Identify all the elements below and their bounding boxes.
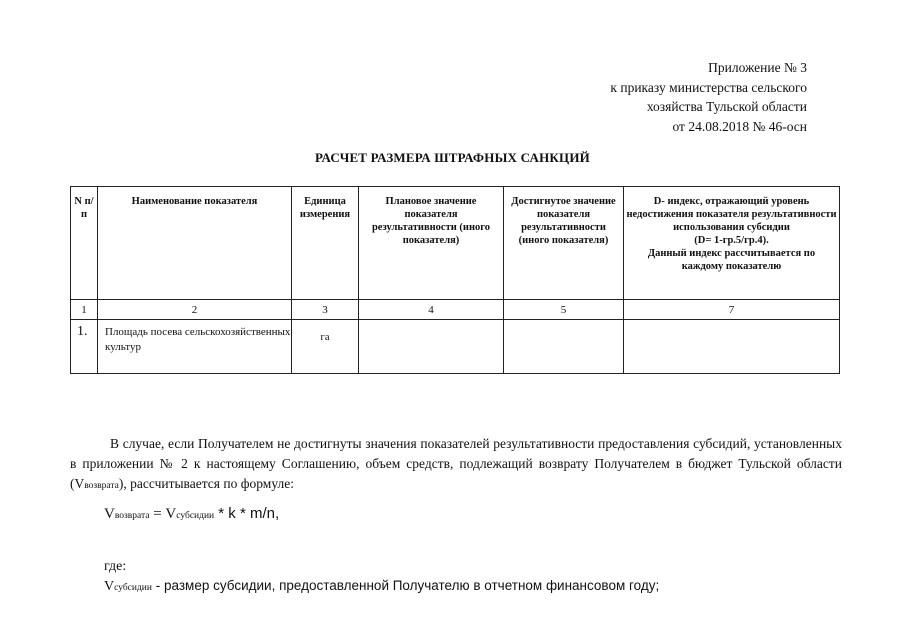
formula-v-refund: V	[104, 506, 115, 522]
document-title: РАСЧЕТ РАЗМЕРА ШТРАФНЫХ САНКЦИЙ	[315, 150, 590, 165]
formula-subscript-subsidy: субсидии	[176, 511, 215, 521]
formula-equals-v: = V	[149, 506, 177, 522]
row-indicator-name: Площадь посева сельскохозяйственных культур	[98, 320, 292, 374]
header-achieved-value: Достигнутое значение показателя результативности (иного показателя)	[504, 187, 624, 300]
header-d-index-line-3: Данный индекс рассчитывается по каждому показателю	[647, 248, 816, 272]
paragraph-text-part-1: В случае, если Получателем не достигнуты значения показателей результативности предоставления субсидий, установленных в приложении № 2 к настоящему Соглашению, объем средств, подлежащий возврату Получателем в бюджет Тульской области (V	[70, 436, 842, 491]
formula-factors: * k * m/n,	[214, 505, 280, 522]
where-label: где:	[104, 559, 127, 574]
row-planned-value	[359, 320, 504, 374]
row-number: 1.	[71, 320, 98, 374]
definition-subscript: субсидии	[114, 583, 152, 593]
header-d-index	[624, 187, 840, 300]
appendix-header	[610, 58, 807, 136]
table-row	[71, 320, 840, 374]
refund-paragraph	[70, 434, 842, 496]
appendix-line-4: от 24.08.2018 № 46-осн	[672, 118, 807, 134]
header-d-index-line-2: (D= 1-гр.5/гр.4).	[694, 235, 769, 246]
row-achieved-value	[504, 320, 624, 374]
header-planned-value: Плановое значение показателя результативности (иного показателя)	[359, 187, 504, 300]
row-unit: га	[292, 320, 359, 374]
appendix-line-1: Приложение № 3	[708, 60, 807, 75]
column-number: 5	[504, 300, 624, 320]
column-number: 4	[359, 300, 504, 320]
refund-formula	[104, 505, 279, 523]
header-d-index-line-1: D- индекс, отражающий уровень недостижения показателя результативности использования субсидии	[626, 196, 837, 233]
sanctions-table	[70, 186, 840, 374]
subsidy-definition	[104, 578, 659, 595]
header-indicator-name: Наименование показателя	[98, 187, 292, 300]
definition-v: V	[104, 579, 115, 594]
table-header-row	[71, 187, 840, 300]
paragraph-text-part-2: ), рассчитывается по формуле:	[118, 476, 294, 491]
paragraph-subscript: возврата	[84, 481, 119, 491]
column-number-row	[71, 300, 840, 320]
column-number: 2	[98, 300, 292, 320]
appendix-line-2: к приказу министерства сельского	[610, 79, 807, 95]
column-number: 1	[71, 300, 98, 320]
row-d-index	[624, 320, 840, 374]
header-unit: Единица измерения	[292, 187, 359, 300]
column-number: 3	[292, 300, 359, 320]
column-number: 7	[624, 300, 840, 320]
header-number: N п/п	[71, 187, 98, 300]
appendix-line-3: хозяйства Тульской области	[646, 99, 807, 114]
definition-text: - размер субсидии, предоставленной Получателю в отчетном финансовом году;	[151, 578, 660, 593]
formula-subscript-refund: возврата	[114, 511, 150, 521]
